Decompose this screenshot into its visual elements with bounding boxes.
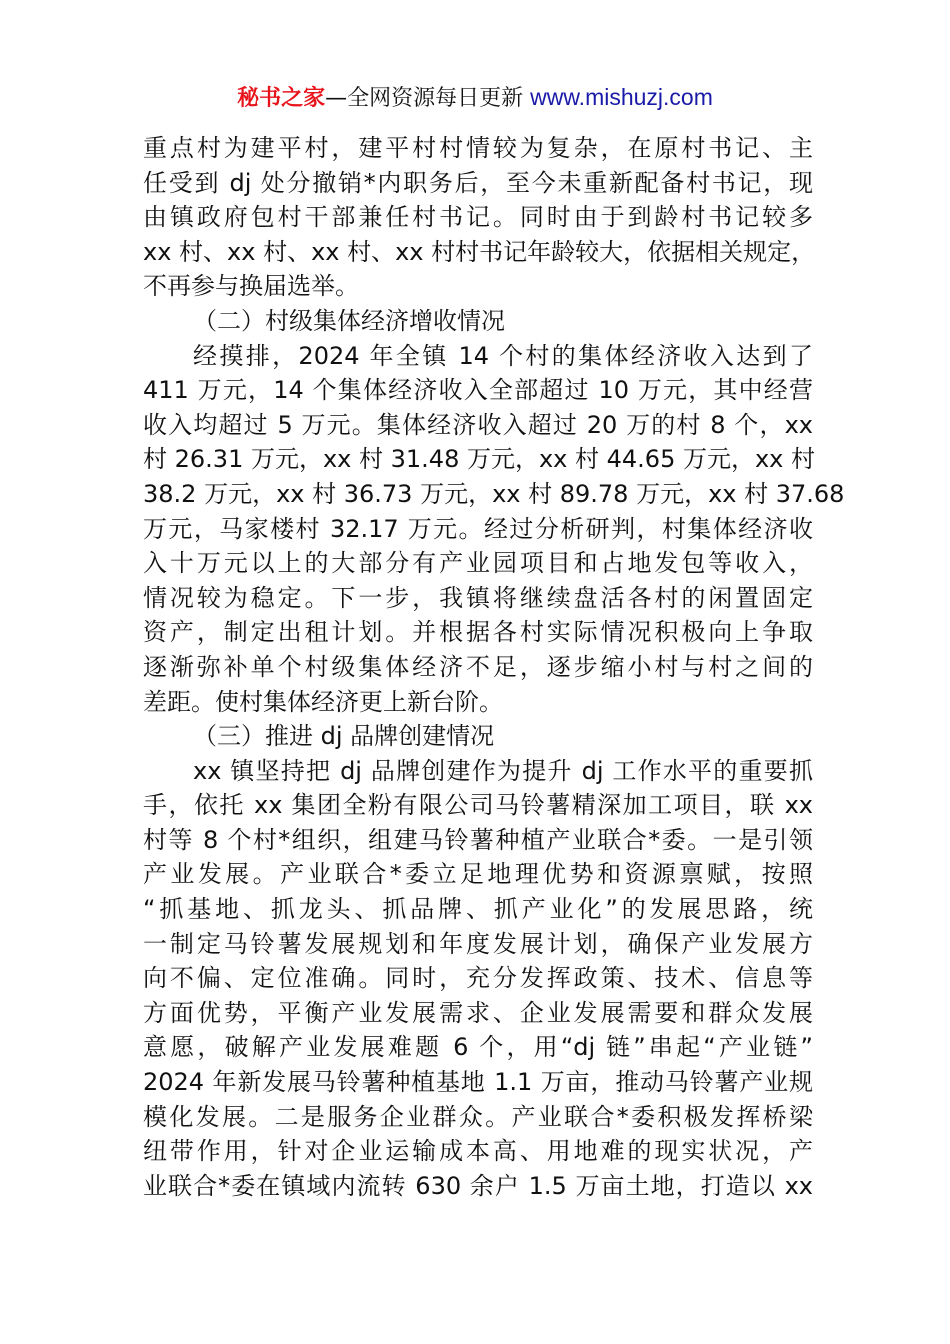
text-line: 38.2 万元，xx 村 36.73 万元，xx 村 89.78 万元，xx 村 37.68 xyxy=(143,479,845,508)
text-line: 不再参与换届选举。 xyxy=(143,272,359,301)
text-line: 入十万元以上的大部分有产业园项目和占地发包等收入， xyxy=(143,549,813,578)
text-line: 向不偏、定位准确。同时，充分发挥政策、技术、信息等 xyxy=(143,964,813,993)
text-line: xx 镇坚持把 dj 品牌创建作为提升 dj 工作水平的重要抓 xyxy=(193,756,813,785)
section-heading: （二）村级集体经济增收情况 xyxy=(193,306,505,335)
text-line: 411 万元，14 个集体经济收入全部超过 10 万元，其中经营 xyxy=(143,376,813,405)
text-line: 纽带作用，针对企业运输成本高、用地难的现实状况，产 xyxy=(143,1137,813,1166)
text-line: 收入均超过 5 万元。集体经济收入超过 20 万的村 8 个，xx xyxy=(143,410,813,439)
text-line: 村等 8 个村*组织，组建马铃薯种植产业联合*委。一是引领 xyxy=(143,825,813,854)
text-line: xx 村、xx 村、xx 村、xx 村村书记年龄较大，依据相关规定， xyxy=(143,237,816,266)
text-line: 重点村为建平村，建平村村情较为复杂，在原村书记、主 xyxy=(143,134,813,162)
text-line: 方面优势，平衡产业发展需求、企业发展需要和群众发展 xyxy=(143,998,813,1027)
text-line: 逐渐弥补单个村级集体经济不足，逐步缩小村与村之间的 xyxy=(143,652,813,681)
page-header xyxy=(0,82,950,114)
text-line: 任受到 dj 处分撤销*内职务后，至今未重新配备村书记，现 xyxy=(143,168,813,197)
text-line: 村 26.31 万元，xx 村 31.48 万元，xx 村 44.65 万元，xx 村 xyxy=(143,445,815,474)
text-line: 万元，马家楼村 32.17 万元。经过分析研判，村集体经济收 xyxy=(143,514,813,543)
section-heading: （三）推进 dj 品牌创建情况 xyxy=(193,722,495,751)
site-url-link[interactable]: www.mishuzj.com xyxy=(530,84,713,110)
text-line: “抓基地、抓龙头、抓品牌、抓产业化”的发展思路，统 xyxy=(143,895,813,924)
document-body xyxy=(143,131,845,1203)
text-line: 一制定马铃薯发展规划和年度发展计划，确保产业发展方 xyxy=(143,929,813,958)
text-line: 2024 年新发展马铃薯种植基地 1.1 万亩，推动马铃薯产业规 xyxy=(143,1068,813,1097)
brand-name: 秘书之家 xyxy=(237,86,326,111)
text-line: 资产，制定出租计划。并根据各村实际情况积极向上争取 xyxy=(143,618,813,647)
text-line: 差距。使村集体经济更上新台阶。 xyxy=(143,687,503,716)
text-line: 业联合*委在镇域内流转 630 余户 1.5 万亩土地，打造以 xx xyxy=(143,1171,813,1200)
text-line: 情况较为稳定。下一步，我镇将继续盘活各村的闲置固定 xyxy=(143,583,813,612)
text-line: 经摸排，2024 年全镇 14 个村的集体经济收入达到了 xyxy=(193,341,813,370)
text-line: 由镇政府包村干部兼任村书记。同时由于到龄村书记较多 xyxy=(143,203,813,232)
text-line: 意愿，破解产业发展难题 6 个，用“dj 链”串起“产业链” xyxy=(143,1033,813,1062)
text-line: 手，依托 xx 集团全粉有限公司马铃薯精深加工项目，联 xx xyxy=(143,791,813,820)
header-tagline: —全网资源每日更新 xyxy=(325,86,524,111)
text-line: 模化发展。二是服务企业群众。产业联合*委积极发挥桥梁 xyxy=(143,1102,813,1131)
text-line: 产业发展。产业联合*委立足地理优势和资源禀赋，按照 xyxy=(143,860,813,889)
